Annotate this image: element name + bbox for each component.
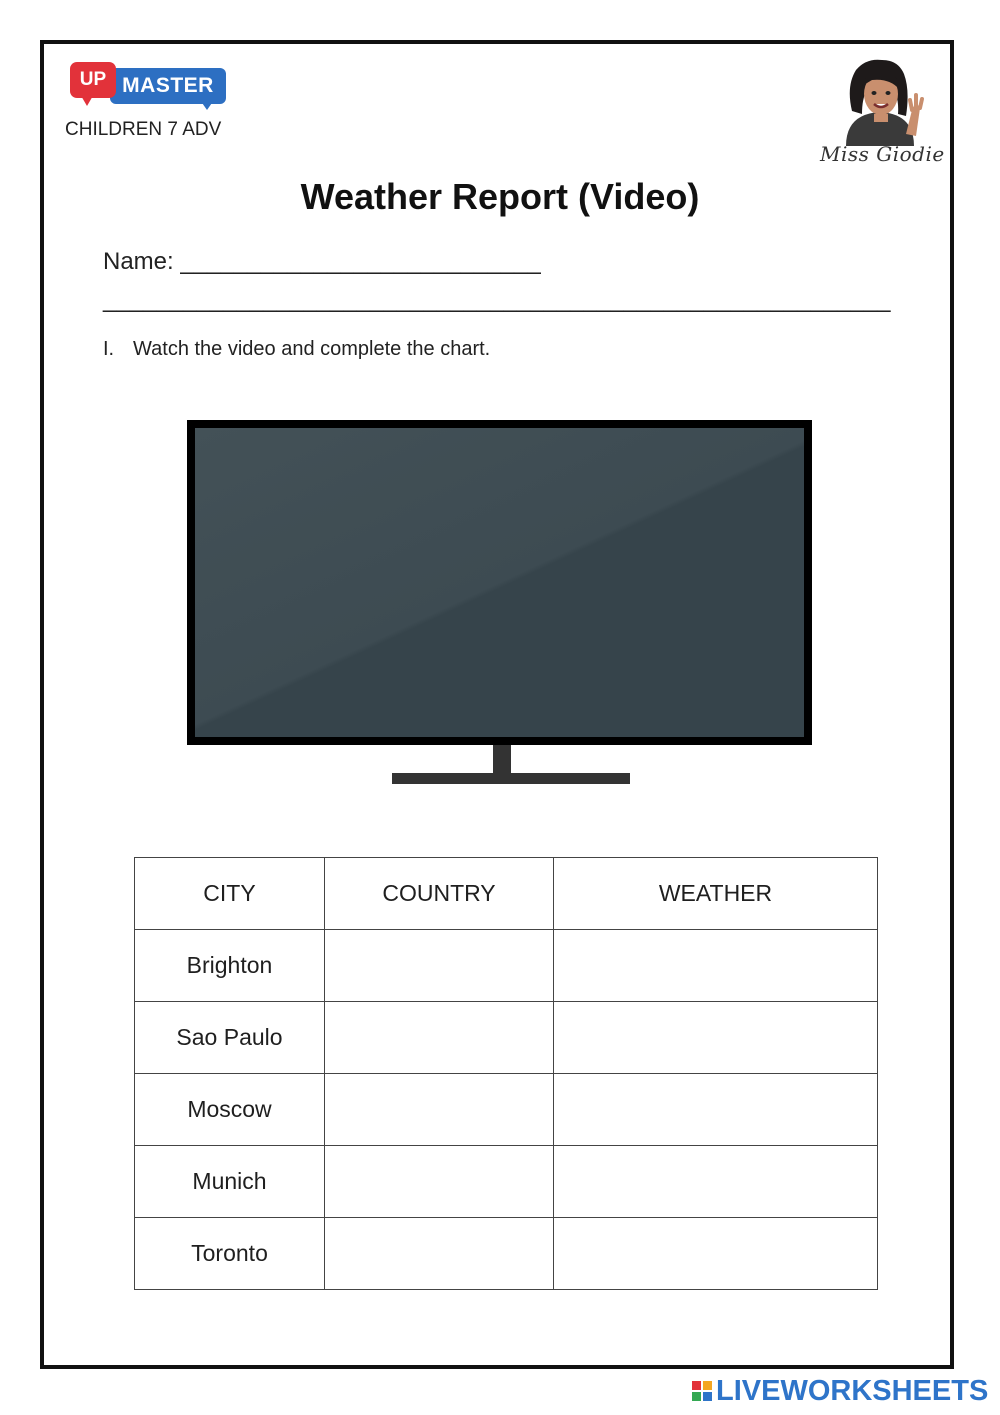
teacher-avatar-icon: [832, 56, 928, 146]
name-extra-line[interactable]: ___________________________________________________________: [103, 286, 891, 313]
country-input[interactable]: [325, 1074, 554, 1146]
logo-up-badge: UP: [70, 62, 116, 98]
liveworksheets-logo-icon: [692, 1381, 712, 1401]
header-country: COUNTRY: [325, 858, 554, 930]
page-title: Weather Report (Video): [300, 176, 700, 217]
logo-master-tail: [200, 100, 214, 110]
instruction-text: Watch the video and complete the chart.: [133, 338, 491, 360]
liveworksheets-watermark[interactable]: [692, 1374, 988, 1408]
logo-up-tail: [80, 94, 94, 106]
city-cell: Munich: [135, 1146, 325, 1218]
weather-input[interactable]: [554, 1146, 878, 1218]
logo-master-badge: MASTER: [110, 68, 226, 104]
watermark-text: LIVEWORKSHEETS: [716, 1374, 989, 1407]
table-header-row: [135, 858, 878, 930]
table-row: [135, 930, 878, 1002]
country-input[interactable]: [325, 1218, 554, 1290]
header-weather: WEATHER: [554, 858, 878, 930]
name-field[interactable]: Name: ___________________________: [103, 248, 541, 275]
country-input[interactable]: [325, 930, 554, 1002]
table-row: [135, 1074, 878, 1146]
header-city: CITY: [135, 858, 325, 930]
country-input[interactable]: [325, 1002, 554, 1074]
video-screen[interactable]: [187, 420, 812, 745]
weather-input[interactable]: [554, 1002, 878, 1074]
tv-stand-base: [392, 773, 630, 784]
weather-input[interactable]: [554, 1074, 878, 1146]
city-cell: Toronto: [135, 1218, 325, 1290]
tv-stand-neck: [493, 745, 511, 775]
weather-input[interactable]: [554, 930, 878, 1002]
city-cell: Brighton: [135, 930, 325, 1002]
teacher-signature: Miss Giodie: [820, 142, 945, 166]
city-cell: Moscow: [135, 1074, 325, 1146]
class-label: CHILDREN 7 ADV: [65, 119, 222, 140]
weather-chart-table: [134, 857, 878, 1290]
instruction: [103, 338, 490, 361]
city-cell: Sao Paulo: [135, 1002, 325, 1074]
table-row: [135, 1146, 878, 1218]
instruction-number: I.: [103, 338, 115, 360]
weather-input[interactable]: [554, 1218, 878, 1290]
upmaster-logo: [70, 62, 230, 112]
country-input[interactable]: [325, 1146, 554, 1218]
video-glass: [195, 428, 804, 737]
table-row: [135, 1002, 878, 1074]
table-row: [135, 1218, 878, 1290]
